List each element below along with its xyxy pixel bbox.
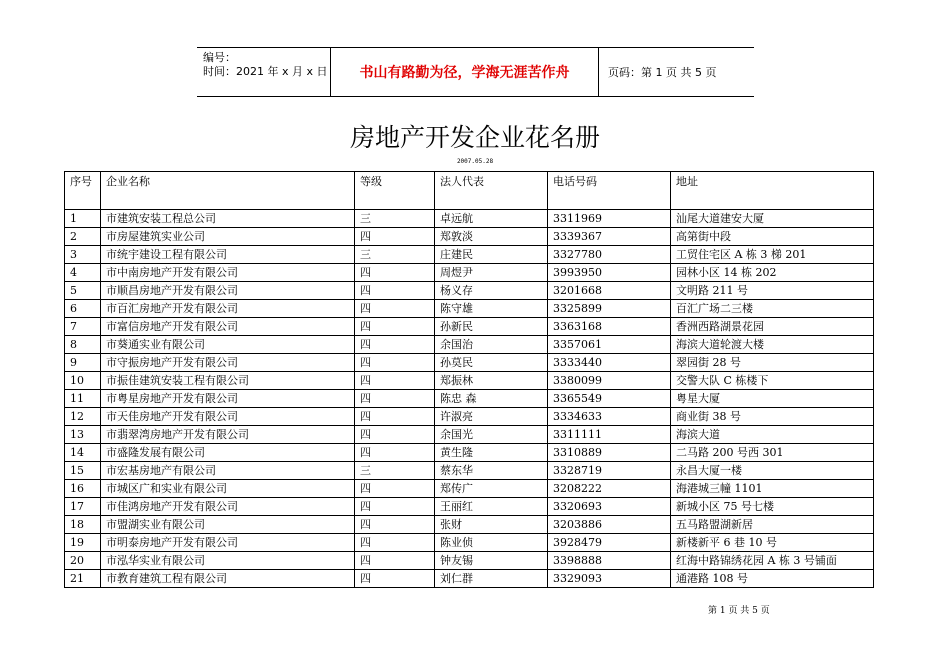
seq-cell: 15 (65, 462, 101, 480)
grade-cell: 四 (355, 318, 435, 336)
address-cell: 新城小区 75 号七楼 (671, 498, 874, 516)
seq-cell: 3 (65, 246, 101, 264)
table-row (65, 426, 874, 444)
grade-cell: 四 (355, 354, 435, 372)
grade-cell: 三 (355, 462, 435, 480)
address-cell: 百汇广场二三楼 (671, 300, 874, 318)
grade-cell: 四 (355, 498, 435, 516)
col-name-header: 企业名称 (101, 172, 355, 210)
col-rep-header: 法人代表 (435, 172, 548, 210)
phone-cell: 3365549 (548, 390, 671, 408)
address-cell: 海滨大道轮渡大楼 (671, 336, 874, 354)
rep-cell: 周煜尹 (435, 264, 548, 282)
table-row (65, 444, 874, 462)
rep-cell: 黄生隆 (435, 444, 548, 462)
seq-cell: 21 (65, 570, 101, 588)
name-cell: 市天佳房地产开发有限公司 (101, 408, 355, 426)
seq-cell: 11 (65, 390, 101, 408)
rep-cell: 郑传广 (435, 480, 548, 498)
grade-cell: 四 (355, 480, 435, 498)
grade-cell: 四 (355, 264, 435, 282)
seq-cell: 9 (65, 354, 101, 372)
enterprise-table (64, 171, 874, 588)
name-cell: 市盟湖实业有限公司 (101, 516, 355, 534)
seq-cell: 7 (65, 318, 101, 336)
rep-cell: 卓远航 (435, 210, 548, 228)
table-row (65, 498, 874, 516)
table-row (65, 228, 874, 246)
col-seq-header: 序号 (65, 172, 101, 210)
rep-cell: 蔡东华 (435, 462, 548, 480)
rep-cell: 钟友锡 (435, 552, 548, 570)
phone-cell: 3310889 (548, 444, 671, 462)
table-row (65, 570, 874, 588)
phone-cell: 3329093 (548, 570, 671, 588)
name-cell: 市翡翠湾房地产开发有限公司 (101, 426, 355, 444)
name-cell: 市佳鸿房地产开发有限公司 (101, 498, 355, 516)
table-row (65, 516, 874, 534)
phone-cell: 3363168 (548, 318, 671, 336)
grade-cell: 四 (355, 390, 435, 408)
rep-cell: 陈守雄 (435, 300, 548, 318)
phone-cell: 3327780 (548, 246, 671, 264)
table-row (65, 534, 874, 552)
table-row (65, 372, 874, 390)
rep-cell: 王丽红 (435, 498, 548, 516)
address-cell: 高第街中段 (671, 228, 874, 246)
number-label: 编号： (203, 51, 236, 64)
grade-cell: 四 (355, 282, 435, 300)
phone-cell: 3311969 (548, 210, 671, 228)
name-cell: 市建筑安装工程总公司 (101, 210, 355, 228)
address-cell: 五马路盟湖新居 (671, 516, 874, 534)
address-cell: 翠园街 28 号 (671, 354, 874, 372)
address-cell: 香洲西路湖景花园 (671, 318, 874, 336)
grade-cell: 四 (355, 300, 435, 318)
time-label: 时间：2021 年 x 月 x 日 (203, 65, 328, 78)
rep-cell: 孙莫民 (435, 354, 548, 372)
document-date: 2007.05.28 (456, 158, 494, 165)
name-cell: 市城区广和实业有限公司 (101, 480, 355, 498)
address-cell: 通港路 108 号 (671, 570, 874, 588)
header-page-label: 页码：第 1 页 共 5 页 (608, 66, 717, 79)
name-cell: 市教育建筑工程有限公司 (101, 570, 355, 588)
table-row (65, 408, 874, 426)
name-cell: 市中南房地产开发有限公司 (101, 264, 355, 282)
seq-cell: 5 (65, 282, 101, 300)
phone-cell: 3928479 (548, 534, 671, 552)
seq-cell: 14 (65, 444, 101, 462)
seq-cell: 4 (65, 264, 101, 282)
phone-cell: 3320693 (548, 498, 671, 516)
seq-cell: 12 (65, 408, 101, 426)
name-cell: 市振佳建筑安装工程有限公司 (101, 372, 355, 390)
seq-cell: 13 (65, 426, 101, 444)
name-cell: 市富信房地产开发有限公司 (101, 318, 355, 336)
phone-cell: 3333440 (548, 354, 671, 372)
name-cell: 市泓华实业有限公司 (101, 552, 355, 570)
address-cell: 红海中路锦绣花园 A 栋 3 号铺面 (671, 552, 874, 570)
address-cell: 新楼新平 6 巷 10 号 (671, 534, 874, 552)
rep-cell: 陈业侦 (435, 534, 548, 552)
table-row (65, 246, 874, 264)
seq-cell: 16 (65, 480, 101, 498)
col-address-header: 地址 (671, 172, 874, 210)
rep-cell: 庄建民 (435, 246, 548, 264)
document-title: 房地产开发企业花名册 (349, 123, 600, 152)
rep-cell: 杨义存 (435, 282, 548, 300)
phone-cell: 3398888 (548, 552, 671, 570)
seq-cell: 8 (65, 336, 101, 354)
address-cell: 海港城三幢 1101 (671, 480, 874, 498)
name-cell: 市明泰房地产开发有限公司 (101, 534, 355, 552)
phone-cell: 3334633 (548, 408, 671, 426)
name-cell: 市粤星房地产开发有限公司 (101, 390, 355, 408)
phone-cell: 3201668 (548, 282, 671, 300)
col-grade-header: 等级 (355, 172, 435, 210)
address-cell: 交警大队 C 栋楼下 (671, 372, 874, 390)
rep-cell: 刘仁群 (435, 570, 548, 588)
seq-cell: 2 (65, 228, 101, 246)
phone-cell: 3328719 (548, 462, 671, 480)
phone-cell: 3357061 (548, 336, 671, 354)
grade-cell: 四 (355, 336, 435, 354)
seq-cell: 20 (65, 552, 101, 570)
address-cell: 文明路 211 号 (671, 282, 874, 300)
seq-cell: 17 (65, 498, 101, 516)
table-body (65, 210, 874, 588)
seq-cell: 18 (65, 516, 101, 534)
grade-cell: 四 (355, 408, 435, 426)
phone-cell: 3993950 (548, 264, 671, 282)
table-row (65, 336, 874, 354)
seq-cell: 19 (65, 534, 101, 552)
table-row (65, 282, 874, 300)
table-row (65, 552, 874, 570)
table-row (65, 354, 874, 372)
table-row (65, 390, 874, 408)
name-cell: 市顺昌房地产开发有限公司 (101, 282, 355, 300)
name-cell: 市百汇房地产开发有限公司 (101, 300, 355, 318)
table-row (65, 300, 874, 318)
grade-cell: 四 (355, 444, 435, 462)
col-phone-header: 电话号码 (548, 172, 671, 210)
grade-cell: 四 (355, 516, 435, 534)
grade-cell: 四 (355, 426, 435, 444)
address-cell: 二马路 200 号西 301 (671, 444, 874, 462)
grade-cell: 四 (355, 228, 435, 246)
grade-cell: 三 (355, 246, 435, 264)
rep-cell: 余国治 (435, 336, 548, 354)
name-cell: 市葵通实业有限公司 (101, 336, 355, 354)
grade-cell: 四 (355, 570, 435, 588)
rep-cell: 余国光 (435, 426, 548, 444)
seq-cell: 6 (65, 300, 101, 318)
table-row (65, 318, 874, 336)
page-header (197, 47, 754, 97)
name-cell: 市宏基房地产有限公司 (101, 462, 355, 480)
phone-cell: 3203886 (548, 516, 671, 534)
phone-cell: 3380099 (548, 372, 671, 390)
address-cell: 工贸住宅区 A 栋 3 梯 201 (671, 246, 874, 264)
name-cell: 市守振房地产开发有限公司 (101, 354, 355, 372)
grade-cell: 三 (355, 210, 435, 228)
rep-cell: 张财 (435, 516, 548, 534)
footer-page-number: 第 1 页 共 5 页 (708, 606, 770, 616)
table-row (65, 480, 874, 498)
seq-cell: 1 (65, 210, 101, 228)
table-header-row (65, 172, 874, 210)
rep-cell: 郑振林 (435, 372, 548, 390)
rep-cell: 许淑亮 (435, 408, 548, 426)
name-cell: 市统宇建设工程有限公司 (101, 246, 355, 264)
grade-cell: 四 (355, 372, 435, 390)
name-cell: 市盛隆发展有限公司 (101, 444, 355, 462)
address-cell: 粤星大厦 (671, 390, 874, 408)
name-cell: 市房屋建筑实业公司 (101, 228, 355, 246)
phone-cell: 3339367 (548, 228, 671, 246)
table-row (65, 462, 874, 480)
header-slogan: 书山有路勤为径，学海无涯苦作舟 (331, 48, 599, 96)
address-cell: 园林小区 14 栋 202 (671, 264, 874, 282)
grade-cell: 四 (355, 534, 435, 552)
rep-cell: 郑敦淡 (435, 228, 548, 246)
address-cell: 商业街 38 号 (671, 408, 874, 426)
address-cell: 汕尾大道建安大厦 (671, 210, 874, 228)
header-meta (197, 48, 331, 96)
rep-cell: 陈忠 森 (435, 390, 548, 408)
phone-cell: 3325899 (548, 300, 671, 318)
grade-cell: 四 (355, 552, 435, 570)
phone-cell: 3208222 (548, 480, 671, 498)
rep-cell: 孙新民 (435, 318, 548, 336)
table-row (65, 264, 874, 282)
address-cell: 海滨大道 (671, 426, 874, 444)
address-cell: 永昌大厦一楼 (671, 462, 874, 480)
seq-cell: 10 (65, 372, 101, 390)
table-row (65, 210, 874, 228)
phone-cell: 3311111 (548, 426, 671, 444)
